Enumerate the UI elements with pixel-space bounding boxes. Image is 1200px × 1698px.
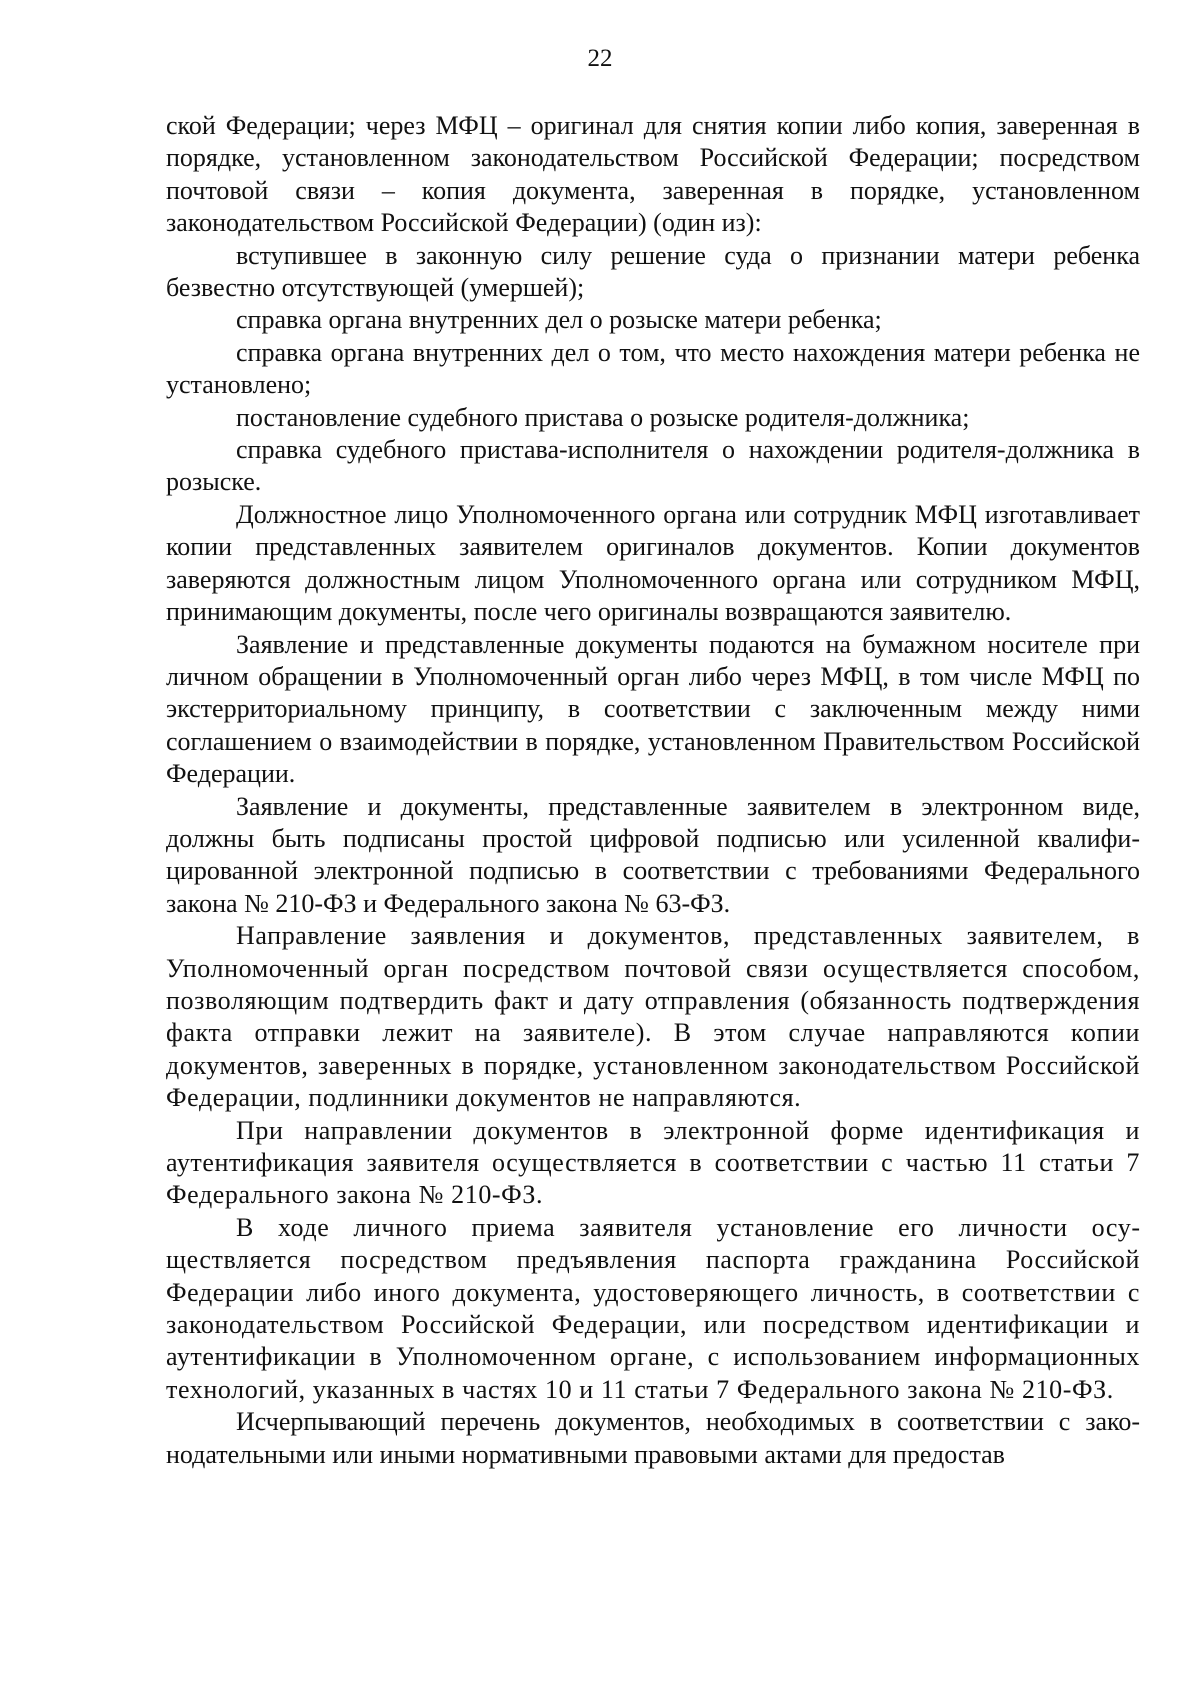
paragraph-electronic-signature: Заявление и документы, представленные заявителем в электронном виде, должны быть подписаны простой цифровой подписью или усиленной квалифицированной электронной подписью в соответствии с требованиями Федерального закона № 210-ФЗ и Федерального закона № 63-ФЗ. xyxy=(166,791,1140,918)
paragraph-electronic-identification: При направлении документов в электронной форме идентификация и аутентификация заявителя осуществляется в соответствии с частью 11 статьи 7 Федерального закона № 210-ФЗ. xyxy=(166,1115,1140,1210)
paragraph-postal-submission: Направление заявления и документов, представленных заявителем, в Уполномоченный орган посредством почтовой связи осуществляется способом, позволяющим подтвердить факт и дату отправления (обязанность подтверждения факта отправки лежит на заявителе). В этом случае направляются копии документов, заверенных в порядке, установленном законодательством Российской Федерации, подлинники документов не направляются. xyxy=(166,921,1140,1113)
document-body xyxy=(166,110,1140,1471)
paragraph-copies-certification: Должностное лицо Уполномоченного органа или сотрудник МФЦ изготавливает копии представленных заявителем оригиналов документов. Копии документов заверяются должностным лицом Уполномоченного органа или сотрудником МФЦ, принимающим документы, после чего оригиналы возвращаются заявителю. xyxy=(166,499,1140,627)
list-item-bailiff-certificate: справка судебного пристава-исполнителя о нахождении родителя-должника в розыске. xyxy=(166,435,1140,497)
paragraph-documents-list: Исчерпывающий перечень документов, необходимых в соответствии с законодательными или иными нормативными правовыми актами для предостав xyxy=(166,1407,1140,1469)
list-item-search-certificate: справка органа внутренних дел о розыске матери ребенка; xyxy=(236,305,882,335)
paragraph-intro-continuation: ской Федерации; через МФЦ – оригинал для снятия копии либо копия, заверенная в порядке, установленном законодательством Российской Федерации; посредством почтовой связи – копия документа, заверенная в порядке, установленном законодательством Российской Федерации) (один из): xyxy=(166,111,1140,238)
list-item-court-decision: вступившее в законную силу решение суда о признании матери ребенка безвестно отсутствующей (умершей); xyxy=(166,240,1140,303)
page-number: 22 xyxy=(587,45,613,72)
list-item-location-unknown: справка органа внутренних дел о том, что место нахождения матери ребенка не установлено; xyxy=(166,337,1140,400)
paragraph-personal-reception: В ходе личного приема заявителя установление его личности осуществляется посредством предъявления паспорта гражданина Российской Федерации либо иного документа, удостоверяющего личность, в соответствии с законодательством Российской Федерации, или посредством идентификации и аутентификации в Уполномоченном органе, с использованием информационных технологий, указанных в частях 10 и 11 статьи 7 Федерального закона № 210-ФЗ. xyxy=(166,1212,1140,1404)
paragraph-paper-submission: Заявление и представленные документы подаются на бумажном носителе при личном обращении в Уполномоченный орган либо через МФЦ, в том числе МФЦ по экстерриториальному принципу, в соответствии с заключенным между ними соглашением о взаимодействии в порядке, установленном Правительством Российской Федерации. xyxy=(166,629,1140,789)
list-item-bailiff-resolution: постановление судебного пристава о розыске родителя-должника; xyxy=(236,402,970,432)
